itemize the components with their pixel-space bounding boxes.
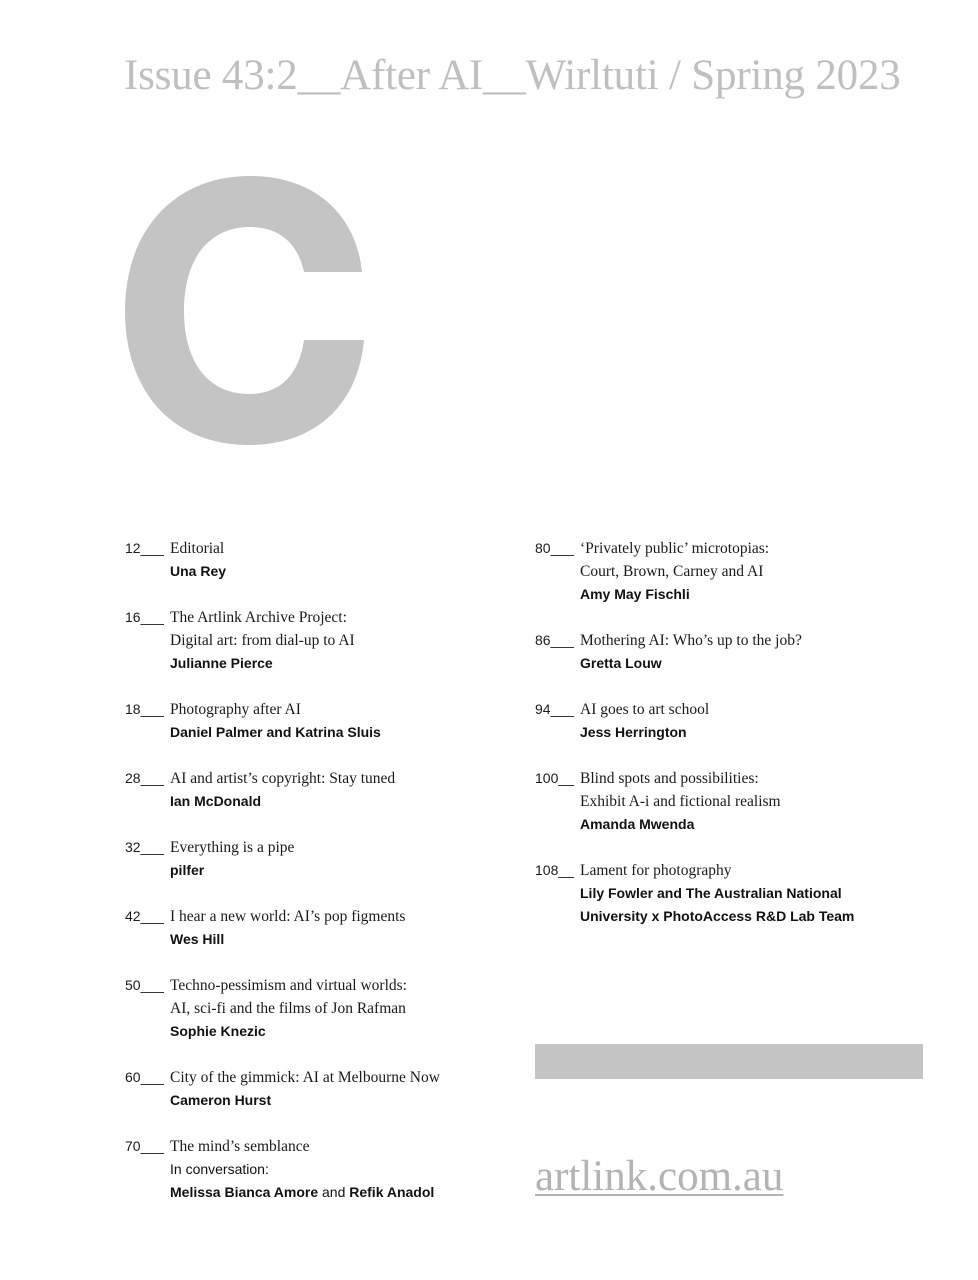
page-number: 86___ <box>535 632 574 648</box>
page-number: 12___ <box>125 540 164 556</box>
article-author: Gretta Louw <box>580 655 662 671</box>
article-authors <box>170 1181 520 1204</box>
contents-c-letter-graphic <box>118 168 378 453</box>
article-title: ‘Privately public’ microtopias: <box>580 540 770 557</box>
page-number: 28___ <box>125 770 164 786</box>
contents-entry[interactable] <box>125 767 520 813</box>
contents-entry[interactable] <box>125 606 520 675</box>
article-author: Refik Anadol <box>349 1184 435 1200</box>
page-number: 70___ <box>125 1138 164 1154</box>
contents-entry[interactable] <box>535 629 955 675</box>
article-subtitle: In conversation: <box>170 1161 269 1177</box>
issue-title: Issue 43:2__After AI__Wirltuti / Spring 2023 <box>124 52 901 99</box>
page-number: 32___ <box>125 839 164 855</box>
contents-entry[interactable] <box>125 905 520 951</box>
page-number: 18___ <box>125 701 164 717</box>
article-title: AI goes to art school <box>580 701 710 718</box>
contents-entry[interactable] <box>535 537 955 606</box>
page-number: 80___ <box>535 540 574 556</box>
page-number: 60___ <box>125 1069 164 1085</box>
author-connector: and <box>322 1184 346 1200</box>
contents-entry[interactable] <box>125 698 520 744</box>
article-title: Editorial <box>170 540 225 557</box>
article-author: Julianne Pierce <box>170 655 273 671</box>
article-title: Lament for photography <box>580 862 732 879</box>
article-title: AI and artist’s copyright: Stay tuned <box>170 770 396 787</box>
article-author: Jess Herrington <box>580 724 687 740</box>
page-number: 108__ <box>535 862 574 878</box>
contents-entry[interactable] <box>125 1066 520 1112</box>
contents-left-column <box>125 537 520 1227</box>
article-title: Court, Brown, Carney and AI <box>580 563 764 580</box>
article-author: Melissa Bianca Amore <box>170 1184 319 1200</box>
contents-entry[interactable] <box>125 537 520 583</box>
article-title: Blind spots and possibilities: <box>580 770 759 787</box>
contents-entry[interactable] <box>125 1135 520 1204</box>
article-title: The Artlink Archive Project: <box>170 609 347 626</box>
article-title: Techno-pessimism and virtual worlds: <box>170 977 407 994</box>
article-author: Amanda Mwenda <box>580 816 695 832</box>
article-title: Everything is a pipe <box>170 839 295 856</box>
c-letter-shape <box>125 176 364 445</box>
article-title: City of the gimmick: AI at Melbourne Now <box>170 1069 440 1086</box>
article-author: Cameron Hurst <box>170 1092 272 1108</box>
page-number: 94___ <box>535 701 574 717</box>
article-author: Sophie Knezic <box>170 1023 266 1039</box>
contents-entry[interactable] <box>535 698 955 744</box>
article-author: Ian McDonald <box>170 793 262 809</box>
website-link[interactable]: artlink.com.au <box>535 1153 784 1200</box>
article-author: Una Rey <box>170 563 227 579</box>
contents-entry[interactable] <box>125 974 520 1043</box>
page-number: 42___ <box>125 908 164 924</box>
article-title: AI, sci-fi and the films of Jon Rafman <box>170 1000 406 1017</box>
article-author: pilfer <box>170 862 205 878</box>
contents-entry[interactable] <box>125 836 520 882</box>
contents-entry[interactable] <box>535 767 955 836</box>
article-title: Digital art: from dial-up to AI <box>170 632 355 649</box>
grey-divider-bar <box>535 1044 923 1079</box>
contents-entry[interactable] <box>535 859 955 928</box>
article-author: Amy May Fischli <box>580 586 690 602</box>
page-number: 100__ <box>535 770 574 786</box>
contents-right-column <box>535 537 955 951</box>
page-number: 50___ <box>125 977 164 993</box>
page-number: 16___ <box>125 609 164 625</box>
article-title: The mind’s semblance <box>170 1138 310 1155</box>
article-author: University x PhotoAccess R&D Lab Team <box>580 908 855 924</box>
article-author: Lily Fowler and The Australian National <box>580 885 842 901</box>
article-author: Wes Hill <box>170 931 225 947</box>
article-title: Photography after AI <box>170 701 301 718</box>
article-title: Exhibit A-i and fictional realism <box>580 793 781 810</box>
article-title: I hear a new world: AI’s pop figments <box>170 908 406 925</box>
article-author: Daniel Palmer and Katrina Sluis <box>170 724 381 740</box>
article-title: Mothering AI: Who’s up to the job? <box>580 632 802 649</box>
